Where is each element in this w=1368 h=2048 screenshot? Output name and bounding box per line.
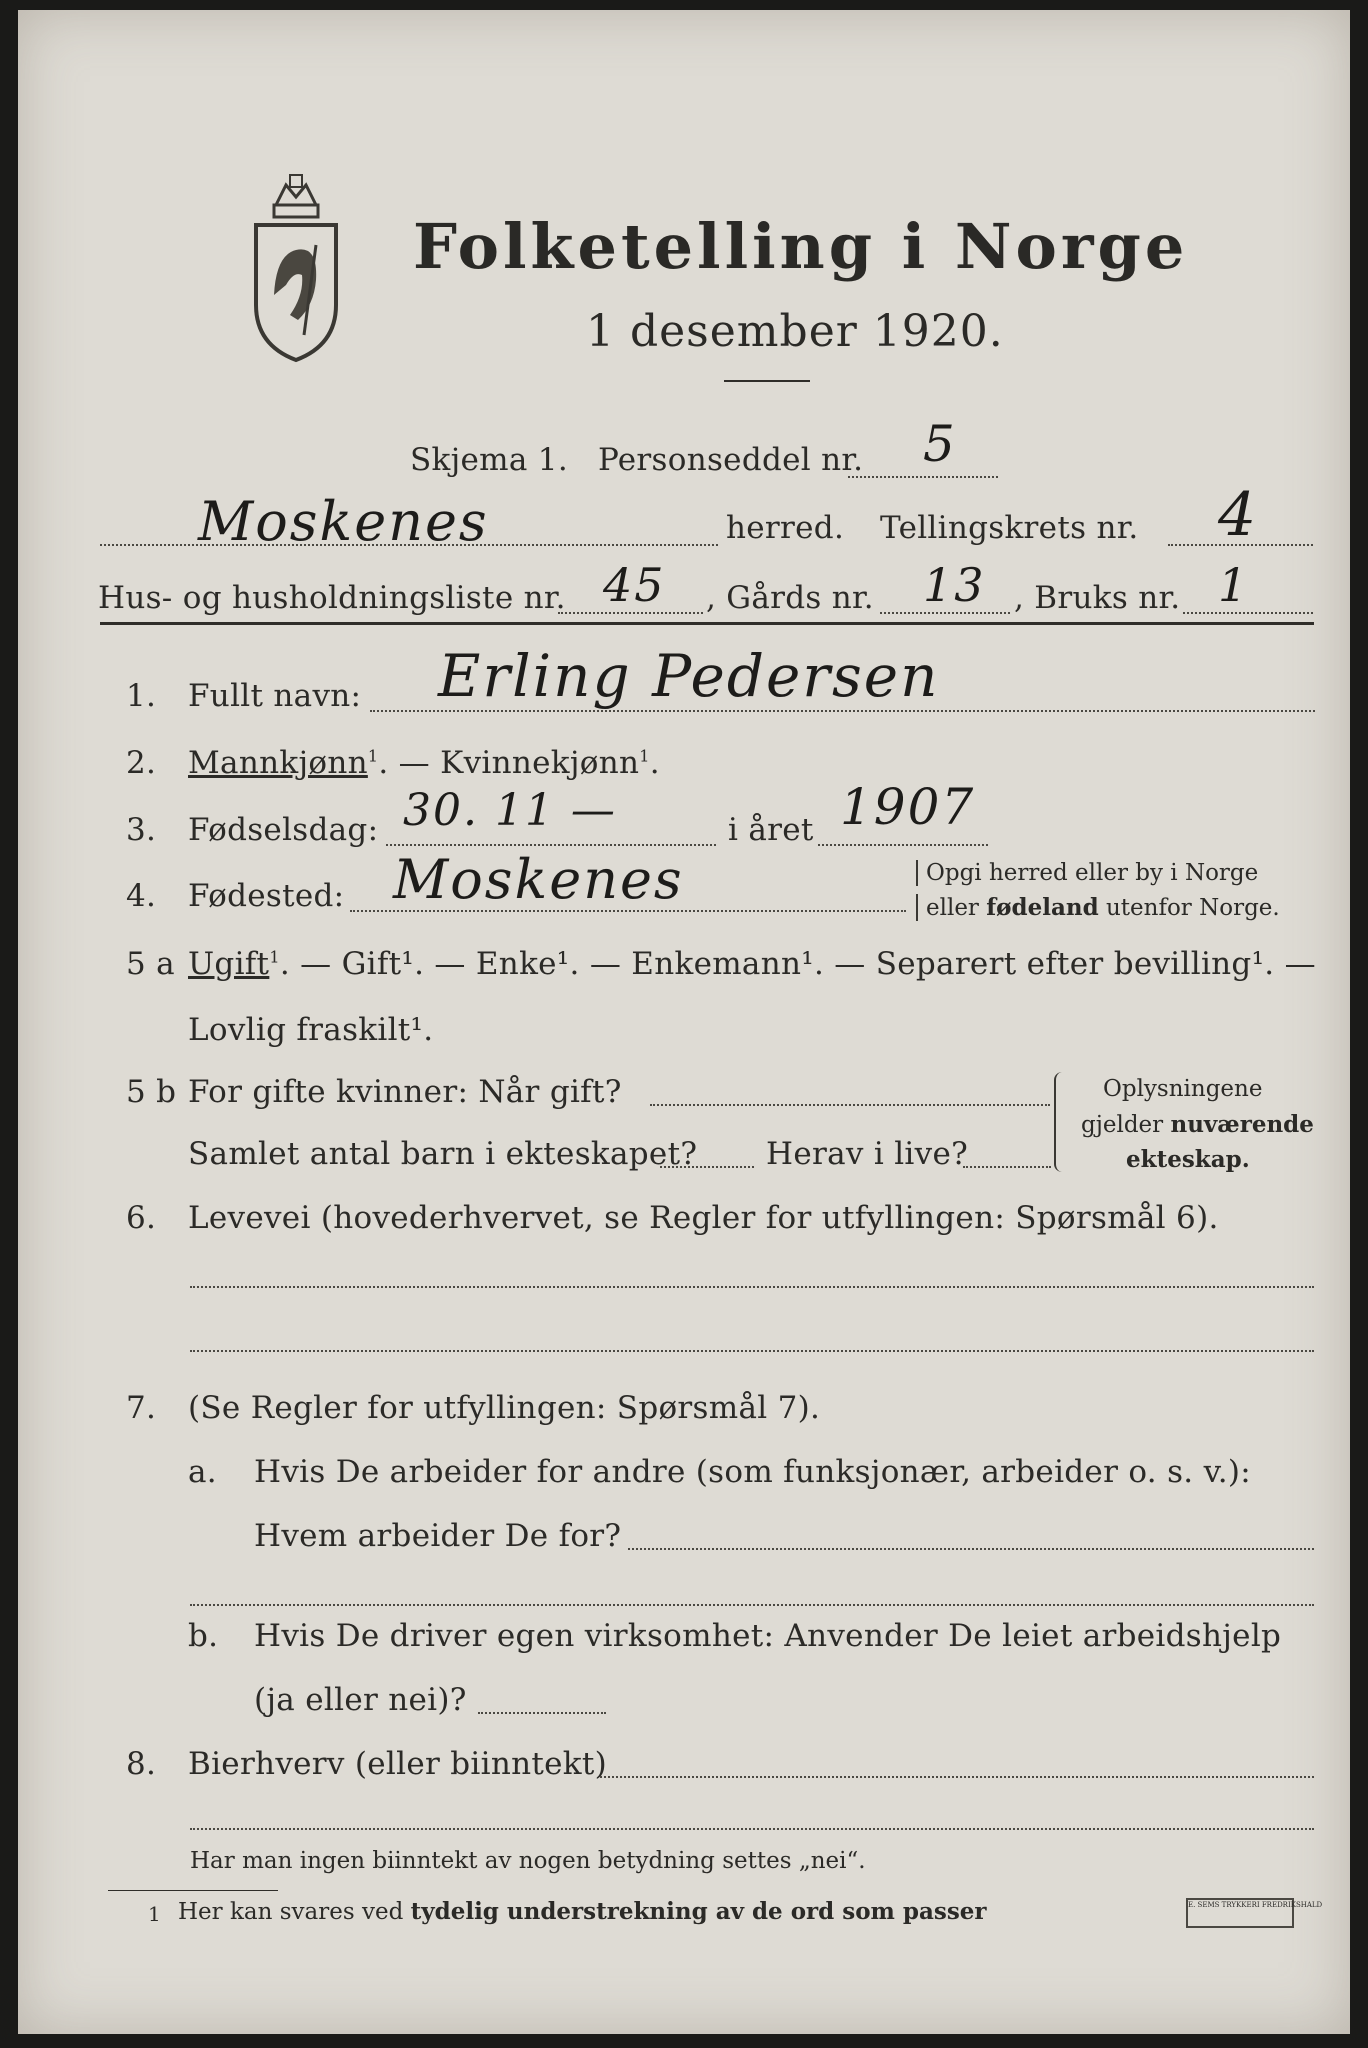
title-divider	[724, 380, 810, 382]
footnote-mark: 1	[148, 1902, 161, 1926]
q3-label: Fødselsdag:	[188, 812, 379, 848]
gards-value: 13	[923, 558, 986, 612]
q7a-line-1	[628, 1548, 1314, 1550]
q5a-line2: Lovlig fraskilt¹.	[188, 1012, 434, 1048]
q4-number: 4.	[126, 878, 157, 914]
tellingskrets-label: Tellingskrets nr.	[880, 510, 1139, 546]
census-form-page	[18, 10, 1350, 2034]
q7b-text: Hvis De driver egen virksomhet: Anvender De leiet arbeidshjelp	[254, 1618, 1282, 1654]
footnote-rule	[108, 1890, 278, 1891]
q2-male: Mannkjønn	[188, 745, 368, 781]
bruks-line	[1183, 612, 1313, 614]
q3-year-label: i året	[728, 812, 814, 848]
gards-line	[880, 612, 1010, 614]
q5b-bracket	[1054, 1072, 1070, 1172]
q6-number: 6.	[126, 1200, 157, 1236]
bruks-value: 1	[1218, 558, 1250, 612]
gards-label: , Gårds nr.	[706, 580, 874, 616]
q7b-label: b.	[188, 1618, 219, 1654]
printer-stamp: E. SEMS TRYKKERI FREDRIKSHALD	[1186, 1898, 1294, 1928]
q3-line	[386, 844, 716, 846]
q5a-number: 5 a	[126, 946, 175, 982]
personseddel-label: Personseddel nr.	[598, 442, 864, 478]
q3-value: 30. 11 —	[403, 785, 617, 836]
q7b-line	[478, 1712, 606, 1714]
q5b-line2a: Samlet antal barn i ekteskapet?	[188, 1136, 698, 1172]
q5a-options: Ugift$^1$. — Gift¹. — Enke¹. — Enkemann¹. — Separert efter bevilling¹. —	[188, 946, 1316, 982]
q5a-rest: . — Gift¹. — Enke¹. — Enkemann¹. — Separert efter bevilling¹. —	[279, 946, 1316, 982]
q7a-text: Hvis De arbeider for andre (som funksjonær, arbeider o. s. v.):	[254, 1454, 1252, 1490]
q3-number: 3.	[126, 812, 157, 848]
herred-label: herred.	[726, 510, 845, 546]
norway-coat-of-arms-icon	[246, 145, 346, 365]
q3-year-value: 1907	[840, 778, 976, 836]
q6-text: Levevei (hovederhvervet, se Regler for utfyllingen: Spørsmål 6).	[188, 1200, 1219, 1236]
q7b-text2: (ja eller nei)?	[254, 1682, 467, 1718]
herred-value: Moskenes	[198, 490, 489, 553]
q4-note-1: Opgi herred eller by i Norge	[916, 860, 1258, 886]
form-title: Folketelling i Norge	[413, 210, 1189, 283]
q4-value: Moskenes	[393, 848, 684, 911]
q1-number: 1.	[126, 678, 157, 714]
q7a-text2: Hvem arbeider De for?	[254, 1518, 622, 1554]
hus-label: Hus- og husholdningsliste nr.	[98, 580, 566, 616]
q4-label: Fødested:	[188, 878, 345, 914]
footnote-text: Her kan svares ved tydelig understrekning av de ord som passer	[178, 1898, 987, 1925]
q7a-label: a.	[188, 1454, 217, 1490]
q3-year-line	[818, 844, 988, 846]
hus-line	[558, 612, 703, 614]
census-date: 1 desember 1920.	[586, 306, 1004, 357]
q4-note-2: eller fødeland utenfor Norge.	[916, 894, 1280, 921]
personseddel-line	[848, 476, 998, 478]
hus-value: 45	[603, 558, 666, 612]
q7-number: 7.	[126, 1390, 157, 1426]
q8-line-1	[600, 1776, 1314, 1778]
q8-number: 8.	[126, 1746, 157, 1782]
q2-number: 2.	[126, 745, 157, 781]
header-divider	[100, 622, 1314, 625]
q5b-barn-line	[660, 1166, 754, 1168]
q2-female: Kvinnekjønn	[440, 745, 640, 781]
q1-value: Erling Pedersen	[438, 642, 940, 710]
q2-options: Mannkjønn$^1$. — Kvinnekjønn$^1$.	[188, 745, 660, 781]
q6-line-2	[190, 1350, 1314, 1352]
q7a-line-2	[190, 1604, 1314, 1606]
q5b-note-2: gjelder nuværende	[1081, 1111, 1314, 1138]
skjema-label: Skjema 1.	[410, 442, 568, 478]
q8-text: Bierhverv (eller biinntekt)	[188, 1746, 608, 1782]
q5b-line1: For gifte kvinner: Når gift?	[188, 1074, 622, 1110]
q5b-line2b: Herav i live?	[766, 1136, 969, 1172]
q1-line	[370, 710, 1315, 712]
q5b-gift-line	[650, 1104, 1050, 1106]
q5b-live-line	[963, 1166, 1051, 1168]
q5b-number: 5 b	[126, 1074, 177, 1110]
q1-label: Fullt navn:	[188, 678, 362, 714]
q7-text: (Se Regler for utfyllingen: Spørsmål 7).	[188, 1390, 821, 1426]
bruks-label: , Bruks nr.	[1014, 580, 1181, 616]
tellingskrets-value: 4	[1218, 480, 1259, 550]
q2-sep: . —	[378, 745, 441, 781]
q5b-note-1: Oplysningene	[1103, 1076, 1263, 1102]
q5b-note-3: ekteskap.	[1126, 1146, 1250, 1173]
nei-note: Har man ingen biinntekt av nogen betydning settes „nei“.	[190, 1848, 866, 1874]
personseddel-value: 5	[923, 415, 957, 473]
q6-line-1	[190, 1286, 1314, 1288]
q5a-ugift: Ugift	[188, 946, 270, 982]
q8-line-2	[190, 1828, 1314, 1830]
